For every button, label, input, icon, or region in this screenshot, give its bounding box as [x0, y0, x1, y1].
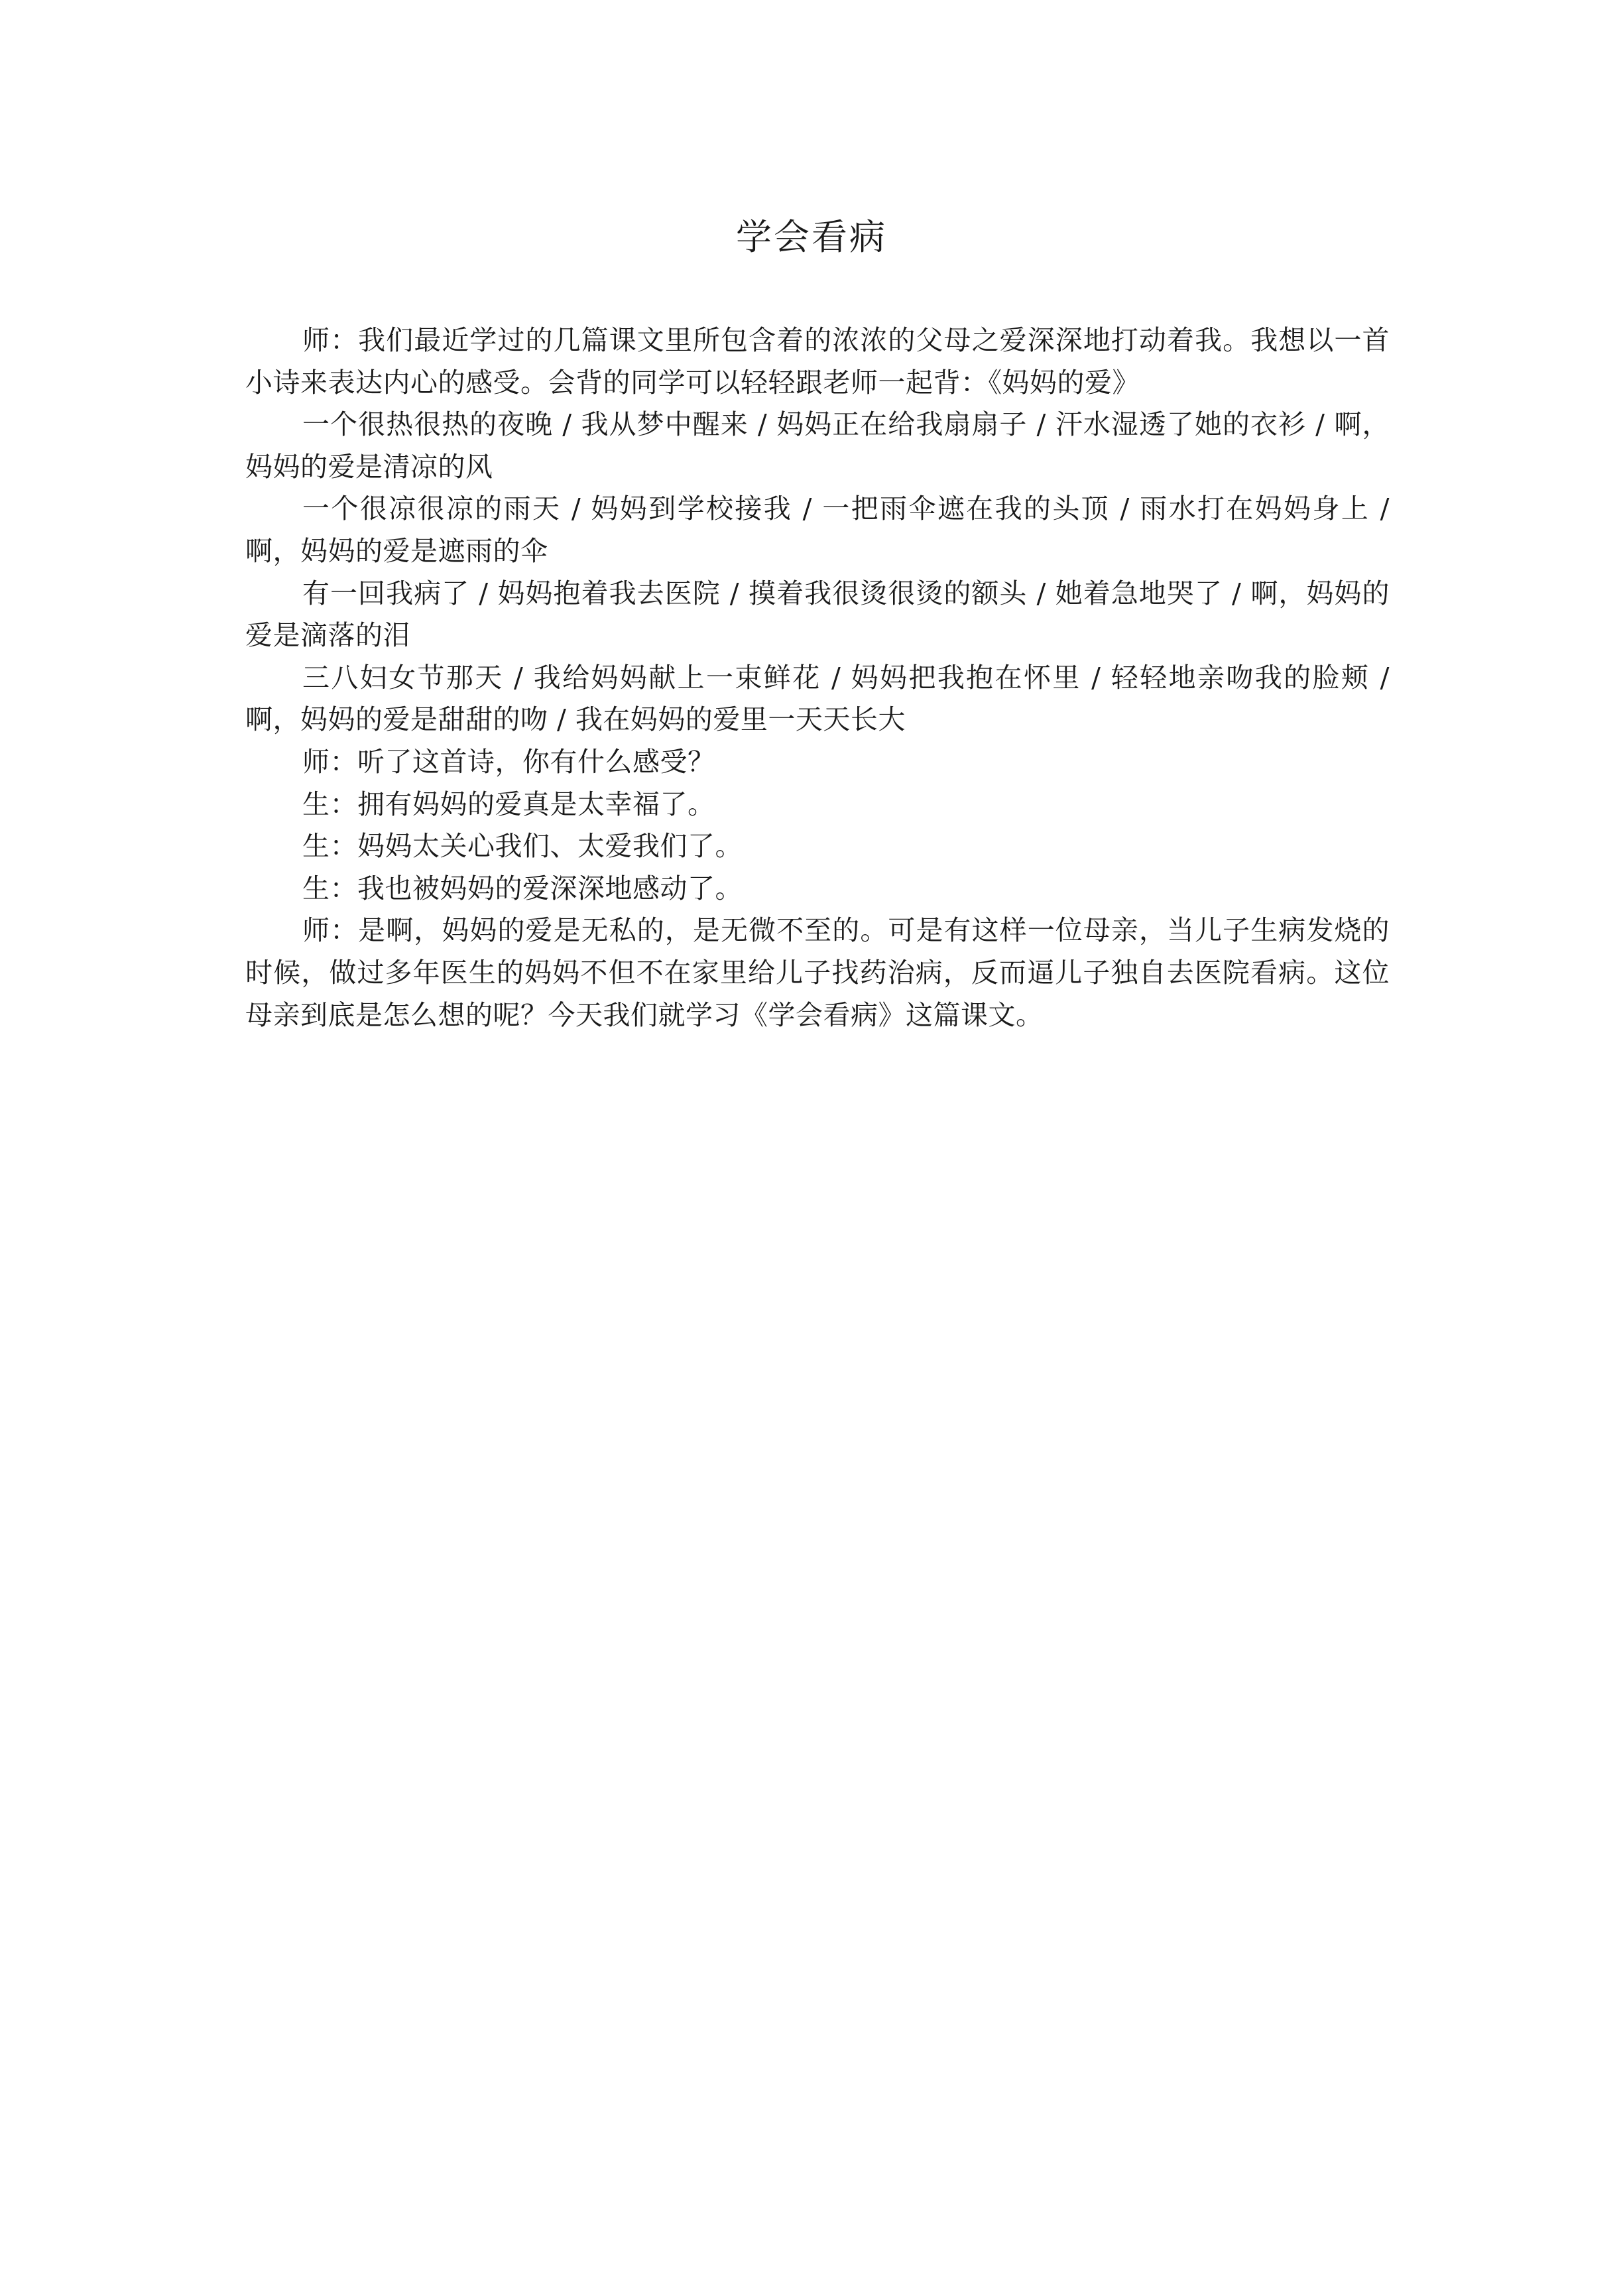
- document-body: [245, 320, 1390, 1036]
- paragraph-teacher-question: 师：听了这首诗，你有什么感受？: [302, 745, 715, 778]
- document-title: 学会看病: [736, 216, 887, 258]
- poem-stanza-4: 三八妇女节那天 / 我给妈妈献上一束鲜花 / 妈妈把我抱在怀里 / 轻轻地亲吻我的脸颊 / 啊，妈妈的爱是甜甜的吻 / 我在妈妈的爱里一天天长大: [245, 661, 1390, 736]
- paragraph-student-answer-2: 生：妈妈太关心我们、太爱我们了。: [302, 830, 743, 863]
- poem-stanza-2: 一个很凉很凉的雨天 / 妈妈到学校接我 / 一把雨伞遮在我的头顶 / 雨水打在妈妈身上 / 啊，妈妈的爱是遮雨的伞: [245, 493, 1390, 567]
- paragraph-student-answer-1: 生：拥有妈妈的爱真是太幸福了。: [302, 788, 715, 820]
- paragraph-student-answer-3: 生：我也被妈妈的爱深深地感动了。: [302, 872, 743, 904]
- poem-stanza-3: 有一回我病了 / 妈妈抱着我去医院 / 摸着我很烫很烫的额头 / 她着急地哭了 / 啊，妈妈的爱是滴落的泪: [245, 577, 1390, 652]
- paragraph-teacher-conclusion: 师：是啊，妈妈的爱是无私的，是无微不至的。可是有这样一位母亲，当儿子生病发烧的时候，做过多年医生的妈妈不但不在家里给儿子找药治病，反而逼儿子独自去医院看病。这位母亲到底是怎么想的呢？今天我们就学习《学会看病》这篇课文。: [245, 914, 1390, 1031]
- poem-stanza-1: 一个很热很热的夜晚 / 我从梦中醒来 / 妈妈正在给我扇扇子 / 汗水湿透了她的衣衫 / 啊，妈妈的爱是清凉的风: [245, 408, 1390, 483]
- paragraph-teacher-intro: 师：我们最近学过的几篇课文里所包含着的浓浓的父母之爱深深地打动着我。我想以一首小诗来表达内心的感受。会背的同学可以轻轻跟老师一起背：《妈妈的爱》: [245, 324, 1390, 398]
